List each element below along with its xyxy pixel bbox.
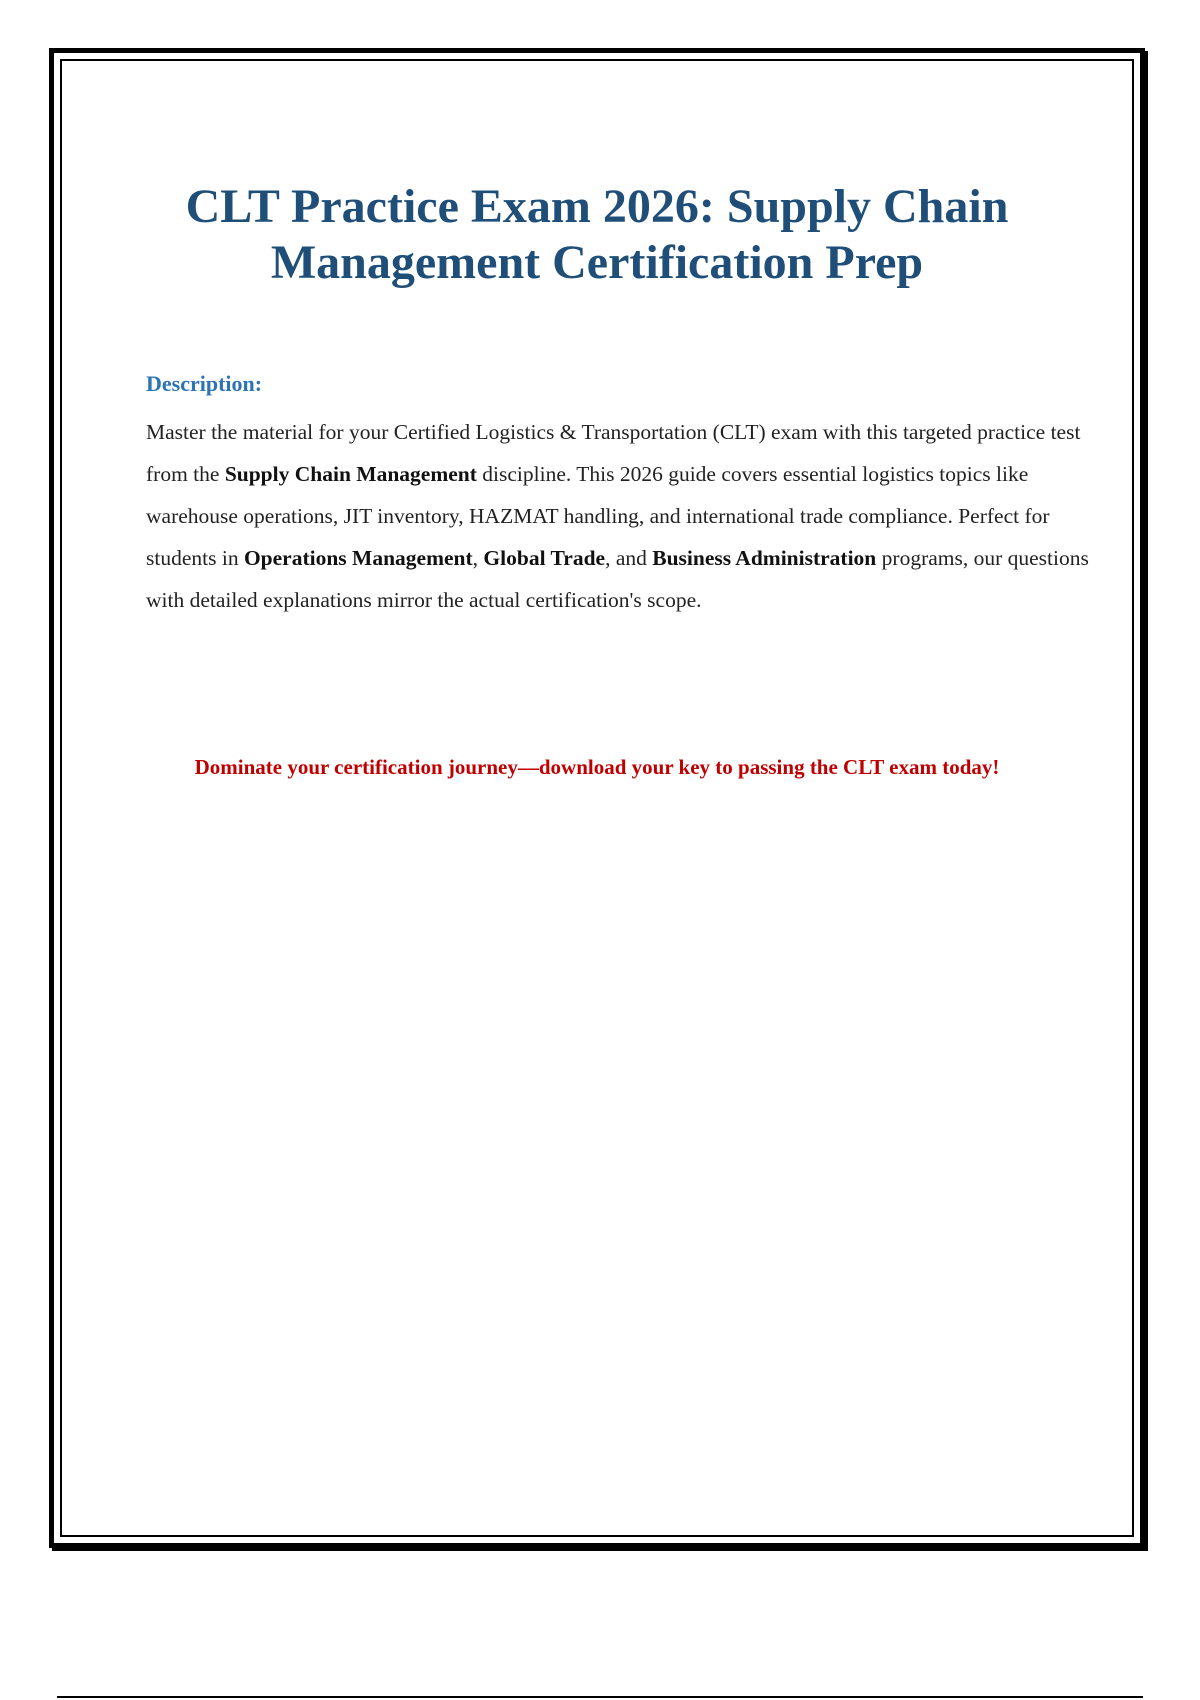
page-border-inner	[60, 59, 1134, 1537]
title-line-2: Management Certification Prep	[270, 236, 924, 289]
description-bold-global-trade: Global Trade	[483, 546, 606, 570]
description-text-4: , and	[605, 546, 653, 570]
description-text-2: discipline. This 2026 guide covers essential logistics topics like warehouse operations, JIT inventory, HAZMAT handling, and international trade compliance. Perfect for students in	[146, 462, 1050, 570]
title-line-1: CLT Practice Exam 2026: Supply Chain	[185, 180, 1009, 233]
description-label: Description:	[146, 371, 263, 396]
description-bold-supply-chain: Supply Chain Management	[224, 462, 477, 486]
description-text-1: Master the material for your Certified Logistics & Transportation (CLT) exam with this targeted practice test from the	[146, 420, 1081, 486]
description-text-3: ,	[472, 546, 484, 570]
page-border-outer	[49, 48, 1145, 1548]
description-bold-business-admin: Business Administration	[652, 546, 877, 570]
document-title	[62, 179, 1132, 291]
description-paragraph	[146, 411, 1106, 621]
footer-divider	[57, 1696, 1143, 1698]
call-to-action: Dominate your certification journey—download your key to passing the CLT exam today!	[194, 755, 1000, 779]
description-text-5: programs, our questions with detailed explanations mirror the actual certification's scope.	[146, 546, 1089, 612]
description-bold-operations: Operations Management	[243, 546, 473, 570]
